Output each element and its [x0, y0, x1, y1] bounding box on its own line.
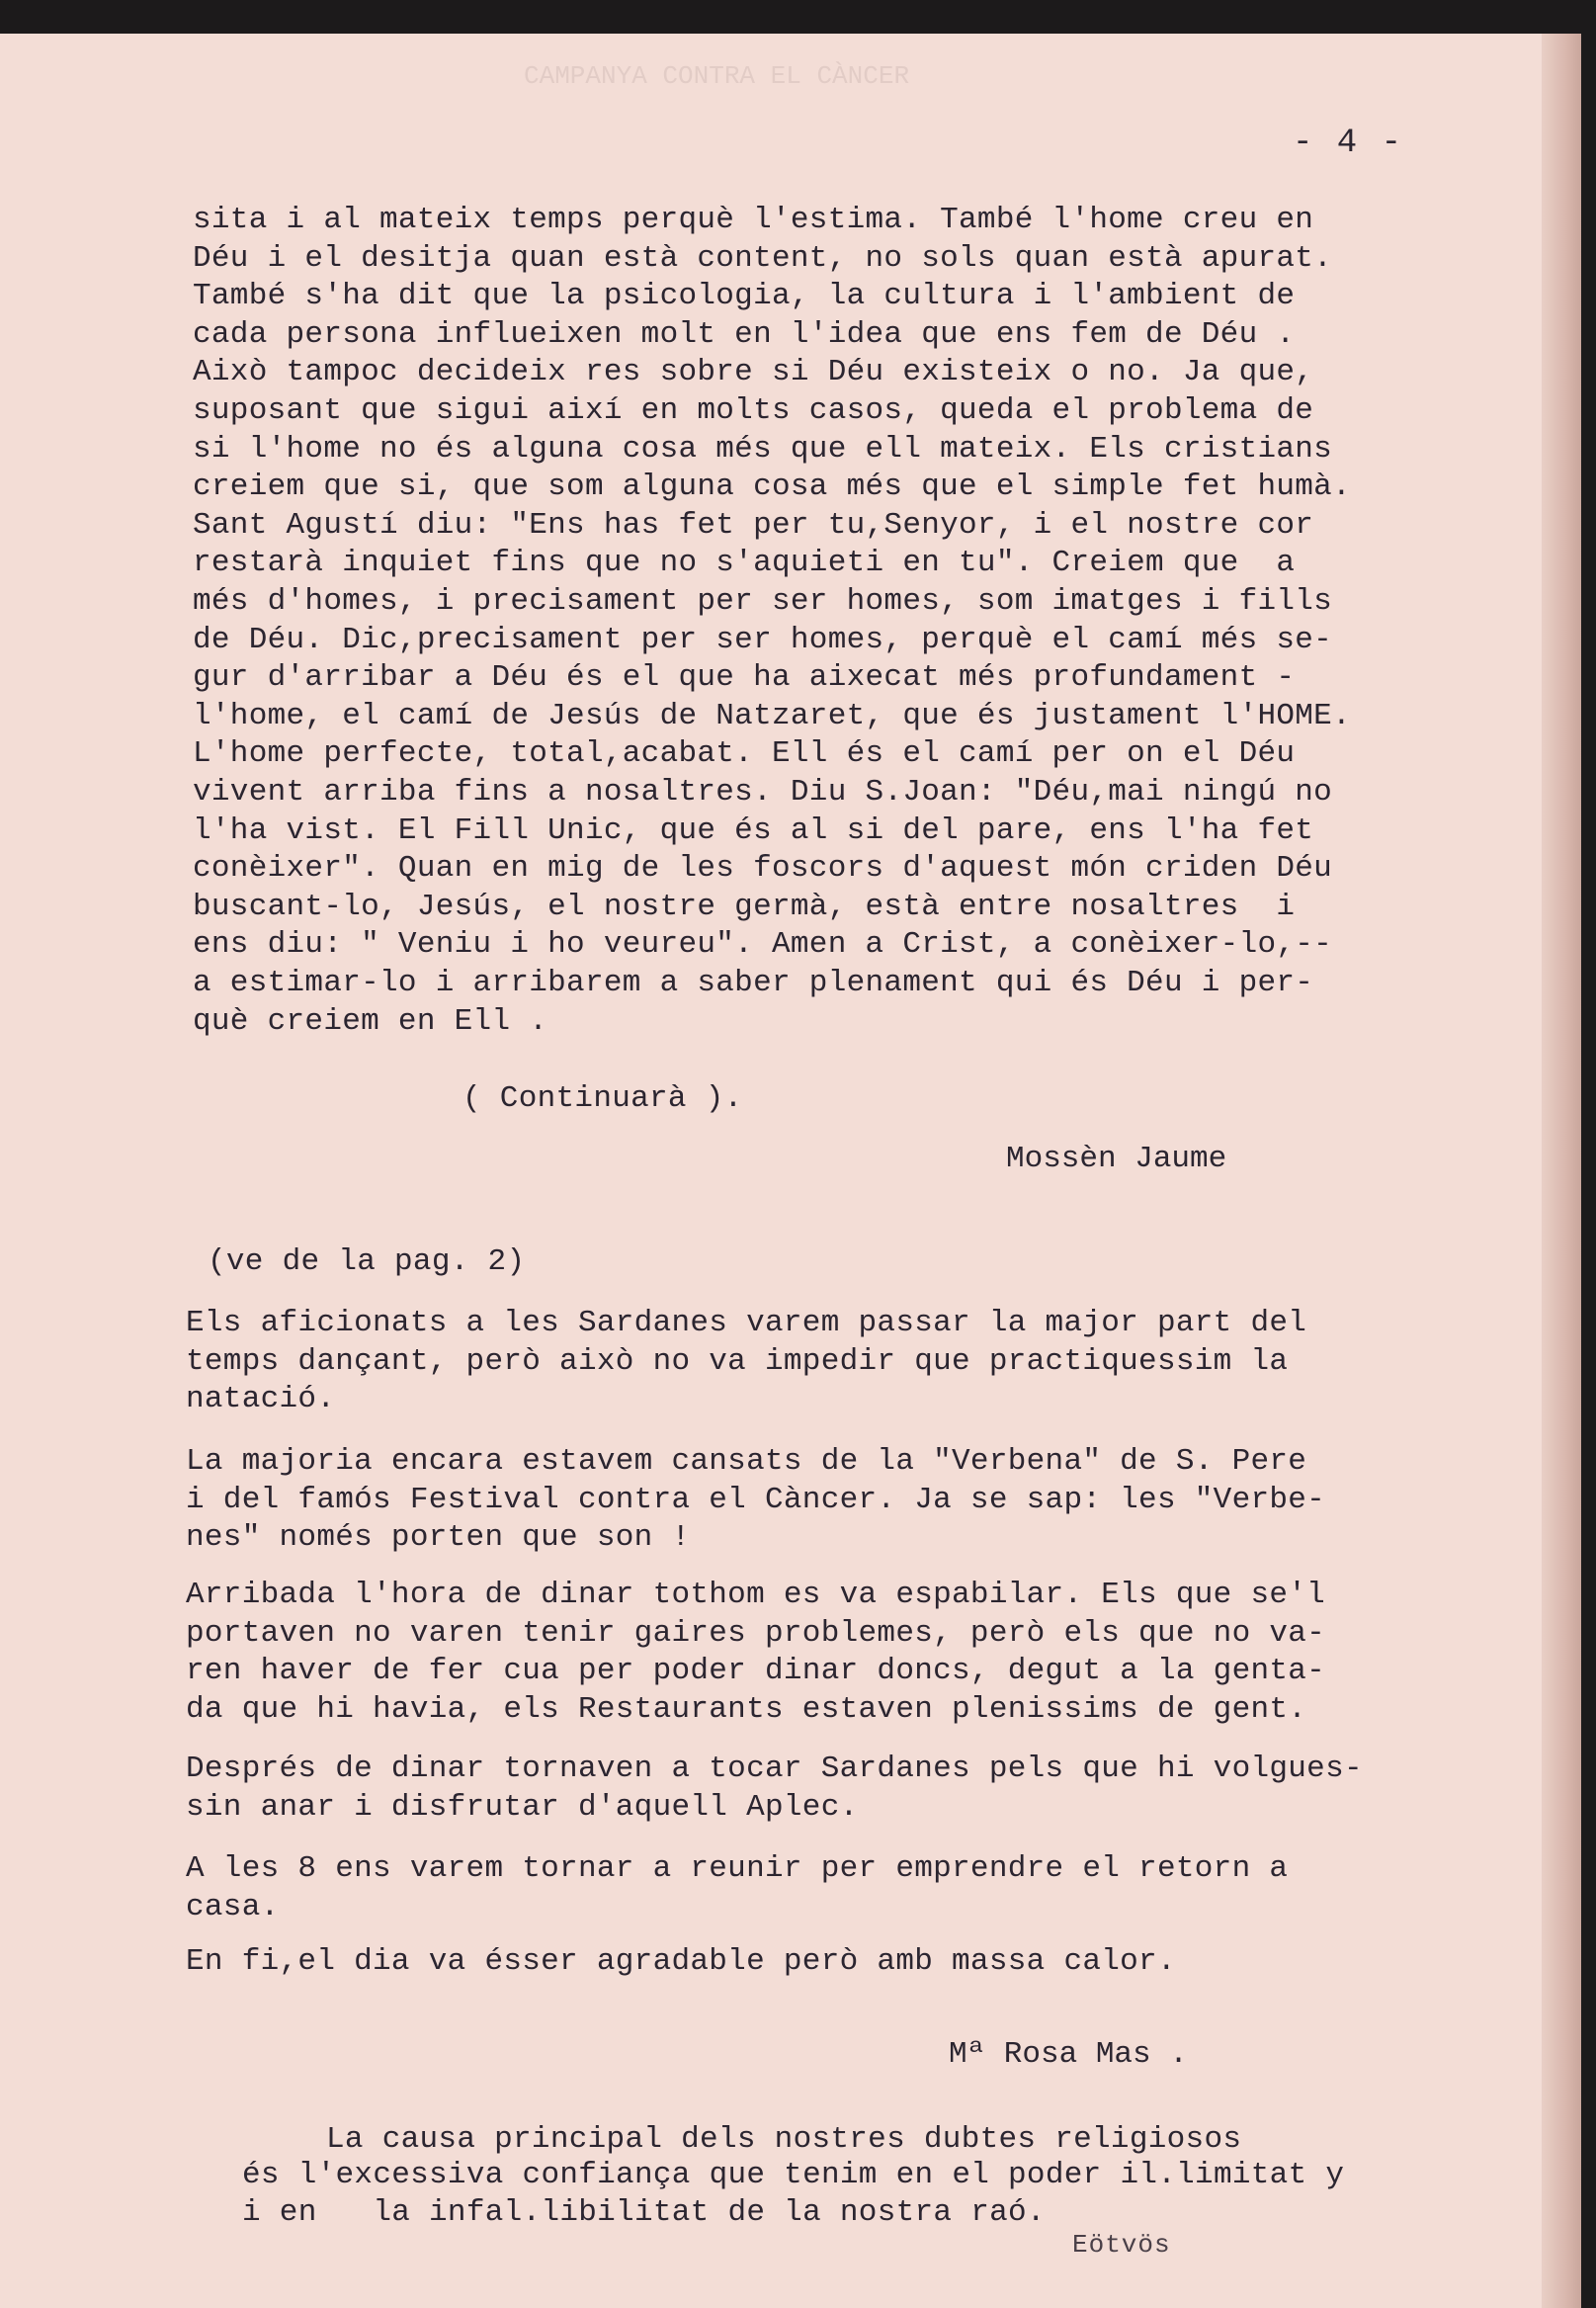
- text-line: També s'ha dit que la psicologia, la cultura i l'ambient de: [193, 279, 1296, 314]
- text-line: gur d'arribar a Déu és el que ha aixecat més profundament -: [193, 660, 1296, 696]
- text-line: a estimar-lo i arribarem a saber plenament qui és Déu i per-: [193, 966, 1314, 1000]
- page-number: - 4 -: [1292, 125, 1403, 162]
- text-line: més d'homes, i precisament per ser homes, som imatges i fills: [193, 584, 1333, 619]
- text-line: Déu i el desitja quan està content, no sols quan està apurat.: [193, 240, 1333, 276]
- text-line: Sant Agustí diu: "Ens has fet per tu,Senyor, i el nostre cor: [193, 507, 1314, 543]
- author-signature: Mossèn Jaume: [1006, 1142, 1227, 1176]
- text-line: A les 8 ens varem tornar a reunir per emprendre el retorn a: [186, 1851, 1289, 1886]
- text-line: restarà inquiet fins que no s'aquieti en tu". Creiem que a: [193, 546, 1296, 581]
- text-line: Arribada l'hora de dinar tothom es va espabilar. Els que se'l: [186, 1578, 1326, 1612]
- section-header: (ve de la pag. 2): [208, 1244, 526, 1279]
- text-line: da que hi havia, els Restaurants estaven plenissims de gent.: [186, 1691, 1307, 1727]
- text-line: què creiem en Ell .: [193, 1003, 548, 1039]
- text-line: vivent arriba fins a nosaltres. Diu S.Joan: "Déu,mai ningú no: [193, 775, 1333, 810]
- text-line: l'ha vist. El Fill Unic, que és al si del pare, ens l'ha fet: [193, 812, 1314, 848]
- text-line: Els aficionats a les Sardanes varem passar la major part del: [186, 1306, 1307, 1340]
- text-line: portaven no varen tenir gaires problemes, però els que no va-: [186, 1615, 1326, 1651]
- text-line: ens diu: " Veniu i ho veureu". Amen a Crist, a conèixer-lo,--: [193, 927, 1333, 963]
- text-line: de Déu. Dic,precisament per ser homes, perquè el camí més se-: [193, 622, 1333, 657]
- text-line: sita i al mateix temps perquè l'estima. També l'home creu en: [193, 203, 1314, 237]
- text-line: La majoria encara estavem cansats de la "Verbena" de S. Pere: [186, 1444, 1307, 1479]
- text-line: temps dançant, però això no va impedir que practiquessim la: [186, 1343, 1289, 1379]
- quote-line: és l'excessiva confiança que tenim en el poder il.limitat y: [242, 2158, 1345, 2192]
- text-line: ren haver de fer cua per poder dinar doncs, degut a la genta-: [186, 1654, 1326, 1689]
- author-signature: Mª Rosa Mas .: [949, 2037, 1188, 2072]
- text-line: conèixer". Quan en mig de les foscors d'aquest món criden Déu: [193, 851, 1333, 887]
- text-line: natació.: [186, 1382, 336, 1417]
- bleedthrough-heading: CAMPANYA CONTRA EL CÀNCER: [524, 61, 910, 91]
- text-line: sin anar i disfrutar d'aquell Aplec.: [186, 1789, 859, 1825]
- text-line: si l'home no és alguna cosa més que ell mateix. Els cristians: [193, 431, 1333, 467]
- text-line: Això tampoc decideix res sobre si Déu existeix o no. Ja que,: [193, 355, 1314, 390]
- text-line: i del famós Festival contra el Càncer. Ja se sap: les "Verbe-: [186, 1482, 1326, 1517]
- text-line: l'home, el camí de Jesús de Natzaret, que és justament l'HOME.: [193, 698, 1351, 733]
- text-line: nes" només porten que son !: [186, 1520, 691, 1556]
- page-edge: [1542, 34, 1581, 2308]
- text-line: Després de dinar tornaven a tocar Sardanes pels que hi volgues-: [186, 1752, 1363, 1786]
- quote-line: i en la infal.libilitat de la nostra raó.: [242, 2195, 1046, 2230]
- text-line: casa.: [186, 1889, 280, 1924]
- continues-note: ( Continuarà ).: [462, 1081, 743, 1116]
- quote-author: Eötvös: [1072, 2230, 1171, 2260]
- text-line: cada persona influeixen molt en l'idea que ens fem de Déu .: [193, 316, 1296, 352]
- quote-line: La causa principal dels nostres dubtes religiosos: [326, 2122, 1242, 2157]
- text-line: En fi,el dia va ésser agradable però amb massa calor.: [186, 1944, 1176, 1979]
- text-line: creiem que si, que som alguna cosa més que el simple fet humà.: [193, 470, 1351, 505]
- text-line: L'home perfecte, total,acabat. Ell és el camí per on el Déu: [193, 736, 1296, 772]
- text-line: suposant que sigui així en molts casos, queda el problema de: [193, 393, 1314, 428]
- text-line: buscant-lo, Jesús, el nostre germà, està entre nosaltres i: [193, 889, 1296, 924]
